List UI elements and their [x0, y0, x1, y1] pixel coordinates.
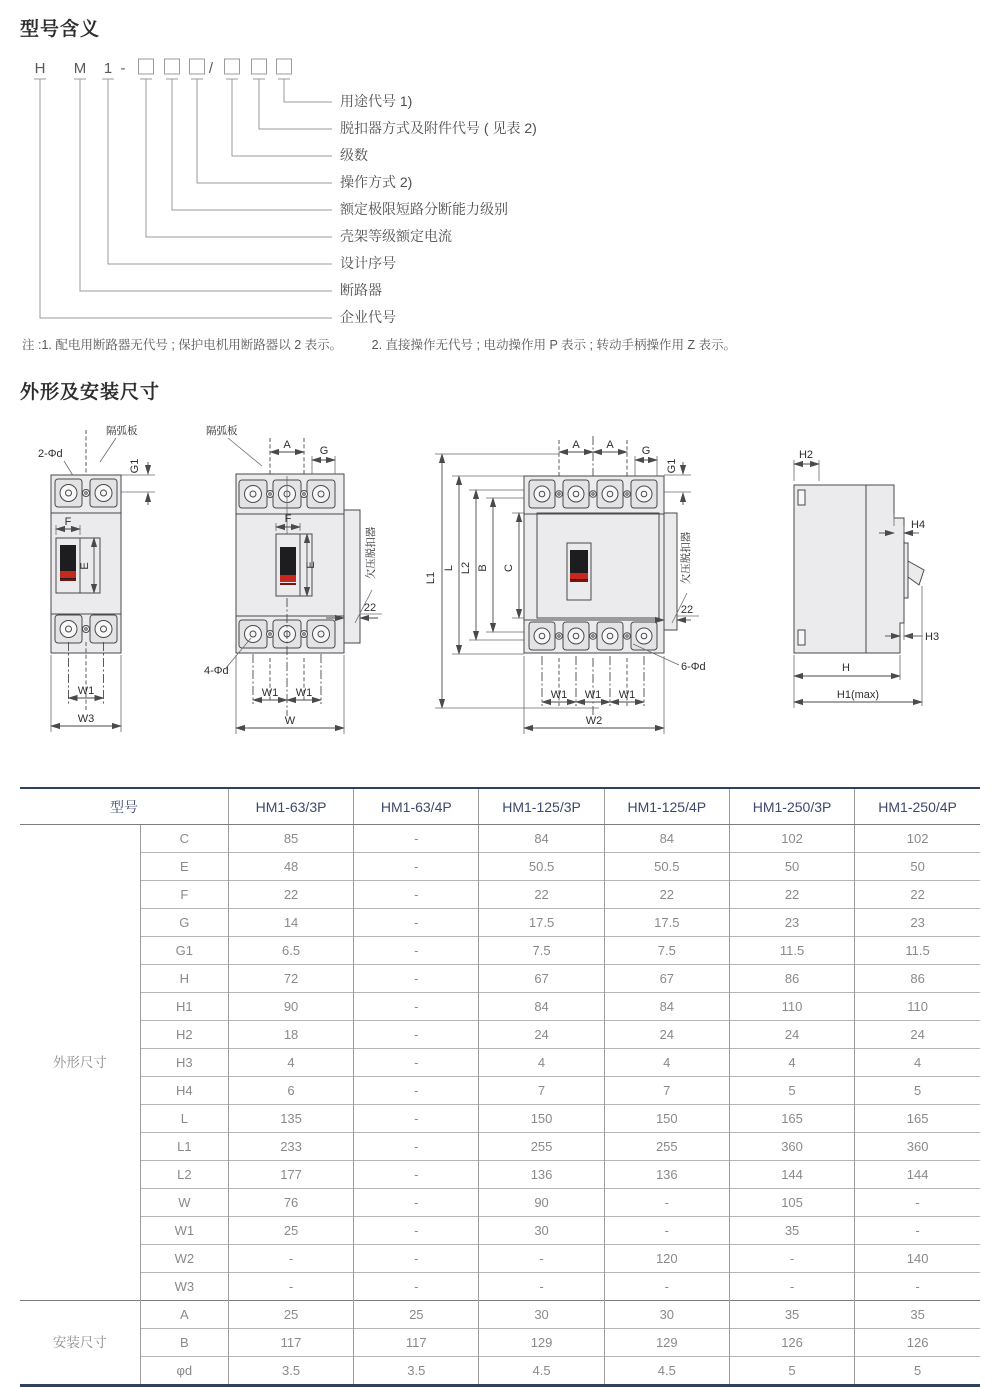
table-header-column: HM1-63/3P [228, 788, 353, 825]
table-value-cell: 25 [354, 1301, 479, 1329]
table-param-cell: B [140, 1329, 228, 1357]
table-value-cell: 105 [729, 1189, 854, 1217]
model-code-char: - [120, 60, 126, 77]
footnote-1: 注 :1. 配电用断路器无代号 ; 保护电机用断路器以 2 表示。 [22, 338, 343, 352]
table-value-cell: - [354, 881, 479, 909]
table-value-cell: 5 [729, 1077, 854, 1105]
table-value-cell: - [604, 1217, 729, 1245]
table-value-cell: 17.5 [479, 909, 604, 937]
table-value-cell: 144 [729, 1161, 854, 1189]
drawing-front-3p [202, 418, 414, 763]
model-code-char: 1 [103, 60, 113, 77]
table-value-cell: - [479, 1273, 604, 1301]
table-value-cell: - [354, 909, 479, 937]
table-value-cell: 126 [855, 1329, 980, 1357]
table-row [20, 1301, 980, 1329]
table-header-model: 型号 [20, 788, 228, 825]
table-param-cell: H4 [140, 1077, 228, 1105]
table-value-cell: 11.5 [729, 937, 854, 965]
table-value-cell: 90 [479, 1189, 604, 1217]
table-value-cell: 233 [228, 1133, 353, 1161]
table-value-cell: - [855, 1273, 980, 1301]
table-value-cell: 3.5 [354, 1357, 479, 1386]
section-title-dimensions: 外形及安装尺寸 [20, 382, 161, 403]
w1-dim-label: W1 [262, 687, 279, 699]
table-row [20, 1273, 980, 1301]
table-value-cell: 7 [479, 1077, 604, 1105]
table-value-cell: 72 [228, 965, 353, 993]
table-header-column: HM1-63/4P [354, 788, 479, 825]
w2-dim-label: W2 [585, 715, 603, 727]
table-value-cell: 24 [855, 1021, 980, 1049]
table-param-cell: φd [140, 1357, 228, 1386]
table-value-cell: 22 [479, 881, 604, 909]
table-param-cell: H1 [140, 993, 228, 1021]
table-value-cell: - [354, 1273, 479, 1301]
footnotes [22, 335, 1000, 353]
section-title-model-meaning: 型号含义 [20, 19, 101, 40]
table-value-cell: 22 [855, 881, 980, 909]
table-value-cell: 24 [729, 1021, 854, 1049]
g-dim-label: G [641, 445, 651, 457]
table-value-cell: - [354, 1245, 479, 1273]
table-value-cell: 165 [729, 1105, 854, 1133]
table-value-cell: - [354, 1133, 479, 1161]
table-param-cell: L1 [140, 1133, 228, 1161]
dim-22-label: 22 [364, 602, 377, 614]
h4-dim-label: H4 [911, 519, 926, 531]
table-value-cell: 6 [228, 1077, 353, 1105]
model-connector-line [226, 79, 332, 156]
footnote-2: 2. 直接操作无代号 ; 电动操作用 P 表示 ; 转动手柄操作用 Z 表示。 [371, 338, 737, 352]
table-value-cell: 84 [479, 993, 604, 1021]
g-dim-label: G [320, 445, 329, 457]
table-value-cell: 165 [855, 1105, 980, 1133]
l2-dim-label: L2 [459, 561, 472, 575]
h2-dim-label: H2 [799, 449, 814, 461]
table-param-cell: W3 [140, 1273, 228, 1301]
model-number-diagram [20, 47, 720, 331]
table-value-cell: 86 [729, 965, 854, 993]
table-value-cell: 17.5 [604, 909, 729, 937]
e-dim-label: E [79, 562, 91, 570]
table-value-cell: 4 [228, 1049, 353, 1077]
table-value-cell: - [354, 1161, 479, 1189]
a-dim-label: A [606, 439, 614, 451]
table-param-cell: A [140, 1301, 228, 1329]
table-header-column: HM1-250/3P [729, 788, 854, 825]
l-dim-label: L [442, 564, 455, 572]
model-segment-label: 断路器 [340, 282, 382, 298]
table-value-cell: - [228, 1245, 353, 1273]
table-value-cell: 22 [228, 881, 353, 909]
table-param-cell: F [140, 881, 228, 909]
table-row [20, 825, 980, 853]
table-value-cell: 129 [604, 1329, 729, 1357]
table-value-cell: - [354, 825, 479, 853]
table-value-cell: 126 [729, 1329, 854, 1357]
table-value-cell: - [604, 1189, 729, 1217]
table-value-cell: 11.5 [855, 937, 980, 965]
h3-dim-label: H3 [925, 631, 940, 643]
f-dim-label: F [64, 516, 72, 528]
table-row [20, 853, 980, 881]
table-value-cell: - [354, 1189, 479, 1217]
w1-dim-label: W1 [550, 689, 568, 701]
drawing-front-4p [419, 418, 757, 763]
model-code-box [165, 59, 180, 74]
table-value-cell: - [855, 1217, 980, 1245]
c-dim-label: C [502, 564, 515, 572]
table-value-cell: - [228, 1273, 353, 1301]
table-value-cell: 35 [855, 1301, 980, 1329]
table-value-cell: 150 [479, 1105, 604, 1133]
table-value-cell: 50 [729, 853, 854, 881]
w1-dim-label: W1 [618, 689, 636, 701]
table-value-cell: - [729, 1273, 854, 1301]
table-value-cell: 84 [604, 825, 729, 853]
table-header-column: HM1-125/3P [479, 788, 604, 825]
table-value-cell: - [354, 1021, 479, 1049]
model-connector-line [34, 79, 332, 318]
table-value-cell: - [855, 1189, 980, 1217]
table-row [20, 1245, 980, 1273]
table-value-cell: 90 [228, 993, 353, 1021]
model-code-box [139, 59, 154, 74]
table-value-cell: 24 [479, 1021, 604, 1049]
table-value-cell: 67 [604, 965, 729, 993]
model-connector-line [74, 79, 332, 291]
table-value-cell: 4.5 [479, 1357, 604, 1386]
table-row [20, 1049, 980, 1077]
h-dim-label: H [842, 662, 851, 674]
dim-22-label: 22 [680, 604, 694, 616]
uv-release-label: 欠压脱扣器 [679, 531, 692, 585]
table-value-cell: 48 [228, 853, 353, 881]
e-dim-label: E [305, 561, 318, 569]
model-segment-label: 企业代号 [340, 309, 396, 325]
table-value-cell: 255 [604, 1133, 729, 1161]
table-value-cell: 110 [729, 993, 854, 1021]
table-value-cell: 30 [604, 1301, 729, 1329]
table-value-cell: 7.5 [479, 937, 604, 965]
l1-dim-label: L1 [424, 571, 437, 585]
table-value-cell: 24 [604, 1021, 729, 1049]
table-row [20, 1105, 980, 1133]
table-param-cell: E [140, 853, 228, 881]
table-row [20, 1133, 980, 1161]
table-group-label: 外形尺寸 [52, 1055, 107, 1070]
model-connector-line [278, 79, 332, 102]
holes-label: 6-Φd [680, 661, 706, 673]
table-value-cell: 6.5 [228, 937, 353, 965]
table-value-cell: 76 [228, 1189, 353, 1217]
table-value-cell: 18 [228, 1021, 353, 1049]
w1-dim-label: W1 [584, 689, 602, 701]
table-value-cell: 150 [604, 1105, 729, 1133]
b-dim-label: B [476, 564, 489, 572]
table-value-cell: 50 [855, 853, 980, 881]
table-value-cell: - [604, 1273, 729, 1301]
table-value-cell: - [354, 1077, 479, 1105]
table-value-cell: 14 [228, 909, 353, 937]
table-group-label: 安装尺寸 [20, 1301, 140, 1386]
table-value-cell: 110 [855, 993, 980, 1021]
table-row [20, 965, 980, 993]
table-row [20, 1161, 980, 1189]
table-value-cell: 35 [729, 1301, 854, 1329]
table-value-cell: - [354, 993, 479, 1021]
table-value-cell: 177 [228, 1161, 353, 1189]
g1-dim-label: G1 [665, 458, 678, 474]
table-value-cell: 23 [729, 909, 854, 937]
table-param-cell: L2 [140, 1161, 228, 1189]
f-dim-label: F [285, 513, 292, 525]
table-value-cell: 35 [729, 1217, 854, 1245]
table-row [20, 1021, 980, 1049]
table-value-cell: 102 [855, 825, 980, 853]
model-code-char: / [208, 60, 214, 77]
table-row [20, 1077, 980, 1105]
table-value-cell: 4 [604, 1049, 729, 1077]
table-value-cell: 140 [855, 1245, 980, 1273]
table-value-cell: 4 [479, 1049, 604, 1077]
w1-dim-label: W1 [296, 687, 313, 699]
table-value-cell: 135 [228, 1105, 353, 1133]
model-segment-label: 用途代号 1) [340, 93, 413, 109]
table-value-cell: 5 [855, 1357, 980, 1386]
table-value-cell: 67 [479, 965, 604, 993]
table-value-cell: - [354, 937, 479, 965]
table-row [20, 1329, 980, 1357]
h1-dim-label: H1(max) [837, 689, 880, 701]
table-value-cell: - [354, 1105, 479, 1133]
table-header-column: HM1-125/4P [604, 788, 729, 825]
table-param-cell: C [140, 825, 228, 853]
arc-plate-label: 隔弧板 [106, 425, 138, 437]
table-value-cell: 30 [479, 1217, 604, 1245]
table-value-cell: 84 [479, 825, 604, 853]
table-row [20, 993, 980, 1021]
table-value-cell: 136 [479, 1161, 604, 1189]
model-segment-label: 操作方式 2) [340, 174, 413, 190]
table-value-cell: 144 [855, 1161, 980, 1189]
table-value-cell: 102 [729, 825, 854, 853]
drawing-side-view [761, 418, 993, 763]
table-header-column: HM1-250/4P [855, 788, 980, 825]
table-value-cell: 117 [354, 1329, 479, 1357]
table-value-cell: 129 [479, 1329, 604, 1357]
w-dim-label: W [285, 715, 296, 727]
table-header-row [20, 788, 980, 825]
table-row [20, 1189, 980, 1217]
table-value-cell: 5 [729, 1357, 854, 1386]
table-value-cell: 85 [228, 825, 353, 853]
table-param-cell: H3 [140, 1049, 228, 1077]
table-param-cell: W [140, 1189, 228, 1217]
w3-dim-label: W3 [77, 713, 95, 725]
table-param-cell: H [140, 965, 228, 993]
table-param-cell: L [140, 1105, 228, 1133]
table-value-cell: - [354, 965, 479, 993]
table-value-cell: 4 [855, 1049, 980, 1077]
table-value-cell: 136 [604, 1161, 729, 1189]
arc-plate-label: 隔弧板 [206, 425, 238, 437]
table-value-cell: 7.5 [604, 937, 729, 965]
model-code-box [277, 59, 292, 74]
table-value-cell: 3.5 [228, 1357, 353, 1386]
dimension-drawings [18, 418, 1000, 763]
table-row [20, 937, 980, 965]
table-value-cell: 86 [855, 965, 980, 993]
a-dim-label: A [283, 439, 292, 451]
table-value-cell: - [729, 1245, 854, 1273]
table-value-cell: 255 [479, 1133, 604, 1161]
table-value-cell: - [354, 1049, 479, 1077]
table-value-cell: 50.5 [604, 853, 729, 881]
table-row [20, 881, 980, 909]
model-connector-line [191, 79, 332, 183]
table-value-cell: 23 [855, 909, 980, 937]
model-segment-label: 级数 [340, 147, 368, 163]
table-value-cell: 360 [855, 1133, 980, 1161]
table-value-cell: 4 [729, 1049, 854, 1077]
model-connector-line [140, 79, 332, 237]
model-code-box [252, 59, 267, 74]
model-code-box [190, 59, 205, 74]
table-param-cell: G1 [140, 937, 228, 965]
table-value-cell: - [479, 1245, 604, 1273]
table-param-cell: H2 [140, 1021, 228, 1049]
table-value-cell: 7 [604, 1077, 729, 1105]
model-segment-label: 脱扣器方式及附件代号 ( 见表 2) [340, 120, 537, 136]
table-row [20, 909, 980, 937]
table-value-cell: 25 [228, 1217, 353, 1245]
w1-dim-label: W1 [77, 685, 95, 697]
table-value-cell: 360 [729, 1133, 854, 1161]
table-row [20, 1217, 980, 1245]
table-value-cell: 22 [604, 881, 729, 909]
table-value-cell: 120 [604, 1245, 729, 1273]
table-value-cell: 30 [479, 1301, 604, 1329]
holes-label: 4-Φd [204, 665, 230, 677]
model-connector-line [253, 79, 332, 129]
model-code-char: M [73, 60, 87, 77]
dimension-table [20, 787, 980, 1387]
table-value-cell: 25 [228, 1301, 353, 1329]
table-row [20, 1357, 980, 1386]
drawing-front-2p [18, 418, 198, 763]
table-param-cell: G [140, 909, 228, 937]
model-segment-label: 设计序号 [340, 255, 396, 271]
g1-dim-label: G1 [129, 458, 141, 474]
table-value-cell: 117 [228, 1329, 353, 1357]
table-value-cell: 50.5 [479, 853, 604, 881]
model-connector-line [102, 79, 332, 264]
table-value-cell: 5 [855, 1077, 980, 1105]
model-segment-label: 壳架等级额定电流 [340, 228, 452, 244]
table-param-cell: W1 [140, 1217, 228, 1245]
uv-release-label: 欠压脱扣器 [365, 526, 378, 580]
holes-label: 2-Φd [38, 448, 63, 460]
a-dim-label: A [572, 439, 580, 451]
model-segment-label: 额定极限短路分断能力级别 [340, 201, 508, 217]
table-value-cell: - [354, 1217, 479, 1245]
model-code-box [225, 59, 240, 74]
table-param-cell: W2 [140, 1245, 228, 1273]
table-value-cell: - [354, 853, 479, 881]
table-value-cell: 84 [604, 993, 729, 1021]
table-value-cell: 4.5 [604, 1357, 729, 1386]
model-connector-line [166, 79, 332, 210]
table-value-cell: 22 [729, 881, 854, 909]
model-code-char: H [34, 60, 46, 77]
